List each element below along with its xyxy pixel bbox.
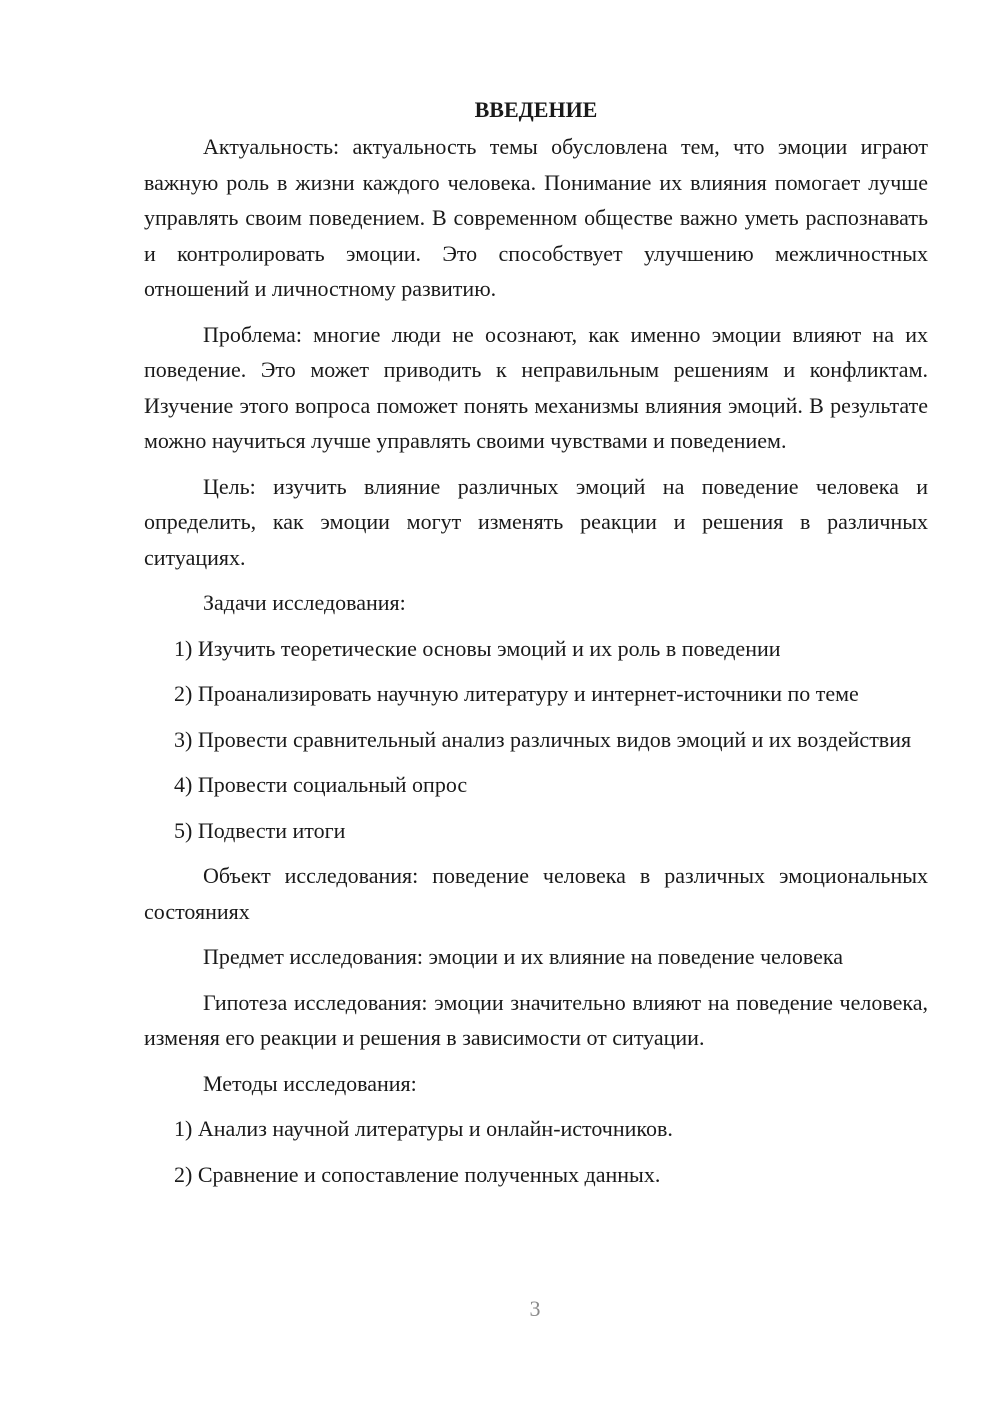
problem-paragraph: Проблема: многие люди не осознают, как именно эмоции влияют на их поведение. Это может приводить к неправильным решениям и конфликтам. Изучение этого вопроса поможет понять механизмы влияния эмоций. В результате можно научиться лучше управлять своими чувствами и поведением. xyxy=(144,321,928,453)
methods-heading: Методы исследования: xyxy=(203,1070,417,1096)
subject-paragraph: Предмет исследования: эмоции и их влияние на поведение человека xyxy=(203,944,844,969)
task-item-3: 3) Провести сравнительный анализ различных видов эмоций и их воздействия xyxy=(174,726,912,752)
method-item-1: 1) Анализ научной литературы и онлайн-источников. xyxy=(174,1116,673,1141)
tasks-heading: Задачи исследования: xyxy=(203,590,406,615)
method-item-2: 2) Сравнение и сопоставление полученных данных. xyxy=(174,1161,661,1187)
task-item-5: 5) Подвести итоги xyxy=(174,817,346,843)
hypothesis-paragraph: Гипотеза исследования: эмоции значительно влияют на поведение человека, изменяя его реакции и решения в зависимости от ситуации. xyxy=(144,989,928,1050)
document-body xyxy=(144,92,928,1202)
relevance-paragraph: Актуальность: актуальность темы обусловлена тем, что эмоции играют важную роль в жизни каждого человека. Понимание их влияния помогает лучше управлять своим поведением. В современном обществе важно уметь распознавать и контролировать эмоции. Это способствует улучшению межличностных отношений и личностному развитию. xyxy=(144,134,928,301)
goal-paragraph: Цель: изучить влияние различных эмоций на поведение человека и определить, как эмоции могут изменять реакции и решения в различных ситуациях. xyxy=(144,473,928,570)
task-item-4: 4) Провести социальный опрос xyxy=(174,772,468,797)
task-item-1: 1) Изучить теоретические основы эмоций и их роль в поведении xyxy=(174,635,781,661)
object-paragraph: Объект исследования: поведение человека в различных эмоциональных состояниях xyxy=(144,863,928,924)
page-number: 3 xyxy=(529,1296,541,1321)
task-item-2: 2) Проанализировать научную литературу и интернет-источники по теме xyxy=(174,681,859,706)
section-title: ВВЕДЕНИЕ xyxy=(474,97,598,122)
